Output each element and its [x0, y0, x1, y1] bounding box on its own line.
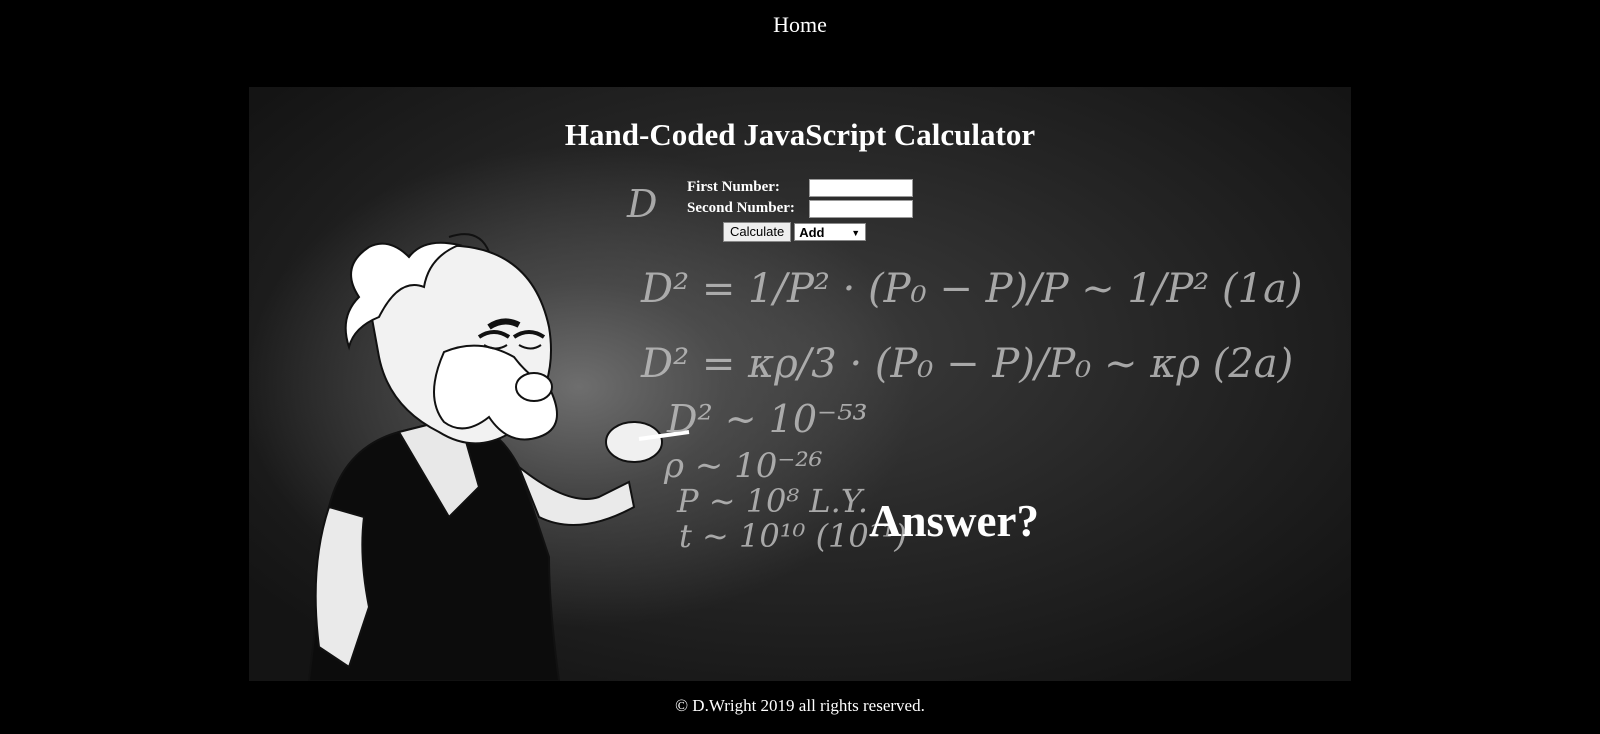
first-number-input[interactable]	[809, 179, 913, 197]
calculate-button[interactable]: Calculate	[723, 222, 791, 242]
chalk-formula-4: ρ ∼ 10⁻²⁶	[664, 446, 823, 486]
nav-home-link[interactable]: Home	[773, 12, 827, 37]
chalk-formula-2: D² = κρ/3 · (P₀ − P)/P₀ ∼ κρ (2a)	[641, 341, 1294, 387]
operation-select[interactable]	[794, 223, 866, 241]
chalk-formula-0: D	[627, 182, 658, 226]
footer: © D.Wright 2019 all rights reserved.	[675, 696, 925, 715]
chalk-formula-3: D² ∼ 10⁻⁵³	[667, 397, 868, 441]
operation-select-value: Add	[799, 224, 825, 240]
second-number-row	[687, 198, 913, 219]
chalk-formula-1: D² = 1/P² · (P₀ − P)/P ∼ 1/P² (1a)	[641, 266, 1303, 312]
chalkboard-panel	[249, 87, 1351, 681]
answer-output: Answer?	[869, 496, 1039, 546]
chevron-down-icon: ▼	[851, 227, 861, 238]
top-nav	[0, 12, 1600, 38]
page-title: Hand-Coded JavaScript Calculator	[564, 117, 1036, 152]
second-number-label: Second Number:	[687, 200, 795, 216]
scientist-illustration	[309, 234, 689, 681]
second-number-input[interactable]	[809, 200, 913, 218]
chalk-formula-5: P ∼ 10⁸ L.Y.	[677, 482, 868, 520]
calculate-row	[723, 221, 913, 242]
calculator-form	[687, 177, 913, 242]
first-number-label: First Number:	[687, 179, 780, 195]
first-number-row	[687, 177, 913, 198]
chalk-formula-6: t ∼ 10¹⁰ (10¹¹)	[679, 517, 907, 555]
